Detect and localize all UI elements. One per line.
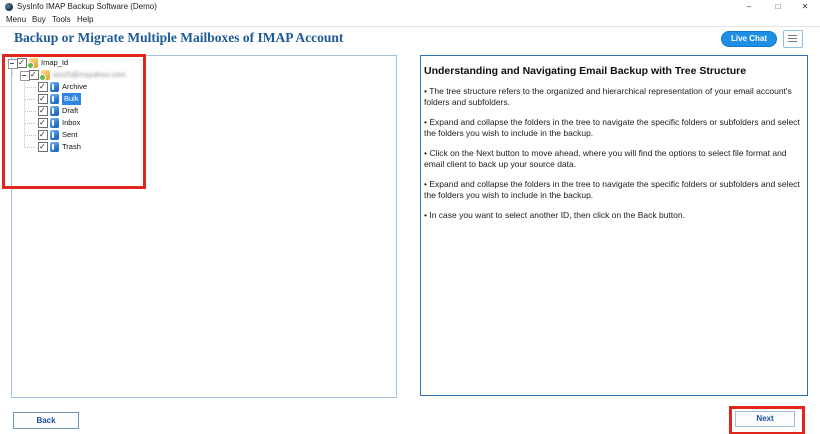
email-account-icon <box>41 70 50 80</box>
tree-row-folder <box>0 105 390 117</box>
app-icon <box>5 3 13 11</box>
live-chat-button[interactable]: Live Chat <box>721 31 777 47</box>
next-button[interactable]: Next <box>735 411 795 427</box>
menu-item-buy[interactable]: Buy <box>32 15 46 24</box>
folder-icon <box>50 106 59 116</box>
checkbox[interactable] <box>38 82 48 92</box>
tree-row-account <box>0 69 390 81</box>
info-bullet: • Expand and collapse the folders in the tree to navigate the specific folders or subfolders and select the folders you wish to include in the backup. <box>424 117 801 139</box>
folder-icon <box>50 118 59 128</box>
maximize-button[interactable]: □ <box>775 2 781 11</box>
info-heading: Understanding and Navigating Email Backup with Tree Structure <box>424 65 747 77</box>
info-panel <box>420 55 808 396</box>
checkbox[interactable] <box>38 142 48 152</box>
tree-row-root <box>0 57 390 69</box>
tree-item-label-email[interactable]: sm25@myyahoo.com <box>53 70 126 79</box>
folder-icon <box>50 142 59 152</box>
menu-item-menu[interactable]: Menu <box>6 15 27 24</box>
menu-item-help[interactable]: Help <box>77 15 94 24</box>
tree-item-label[interactable]: Archive <box>62 82 88 91</box>
window-title: SysInfo IMAP Backup Software (Demo) <box>17 2 157 11</box>
info-bullet: • Click on the Next button to move ahead, where you will find the options to select file format and email client to back up your source data. <box>424 148 801 170</box>
info-bullet: • Expand and collapse the folders in the tree to navigate the specific folders or subfolders and select the folders you wish to include in the backup. <box>424 179 801 201</box>
tree-item-label-selected[interactable]: Bulk <box>64 94 79 103</box>
checkbox[interactable] <box>29 70 39 80</box>
tree-item-label[interactable]: Draft <box>62 106 79 115</box>
back-button[interactable]: Back <box>13 412 79 429</box>
checkbox[interactable] <box>38 130 48 140</box>
tree-item-label[interactable]: Inbox <box>62 118 81 127</box>
folder-icon <box>50 82 59 92</box>
imap-account-icon <box>29 58 38 68</box>
folder-icon <box>50 130 59 140</box>
folder-icon <box>50 94 59 104</box>
close-button[interactable]: ✕ <box>801 2 809 11</box>
checkbox[interactable] <box>38 94 48 104</box>
checkbox[interactable] <box>38 106 48 116</box>
info-bullet: • The tree structure refers to the organized and hierarchical representation of your email account's folders and subfolders. <box>424 86 801 108</box>
tree-item-label[interactable]: Trash <box>62 142 81 151</box>
page-title: Backup or Migrate Multiple Mailboxes of IMAP Account <box>14 30 344 45</box>
hamburger-icon <box>788 35 797 43</box>
tree-row-folder <box>0 93 390 105</box>
tree-item-label[interactable]: Sent <box>62 130 78 139</box>
menu-toggle-button[interactable] <box>783 30 803 48</box>
tree-row-folder <box>0 81 390 93</box>
menu-bar <box>0 13 820 27</box>
info-bullet: • In case you want to select another ID, then click on the Back button. <box>424 210 801 221</box>
minimize-button[interactable]: – <box>746 2 752 11</box>
title-bar <box>0 0 820 13</box>
tree-item-label[interactable]: Imap_Id <box>41 58 69 67</box>
tree-row-folder <box>0 129 390 141</box>
menu-item-tools[interactable]: Tools <box>52 15 71 24</box>
tree-row-folder <box>0 141 390 153</box>
checkbox[interactable] <box>38 118 48 128</box>
tree-row-folder <box>0 117 390 129</box>
checkbox[interactable] <box>17 58 27 68</box>
